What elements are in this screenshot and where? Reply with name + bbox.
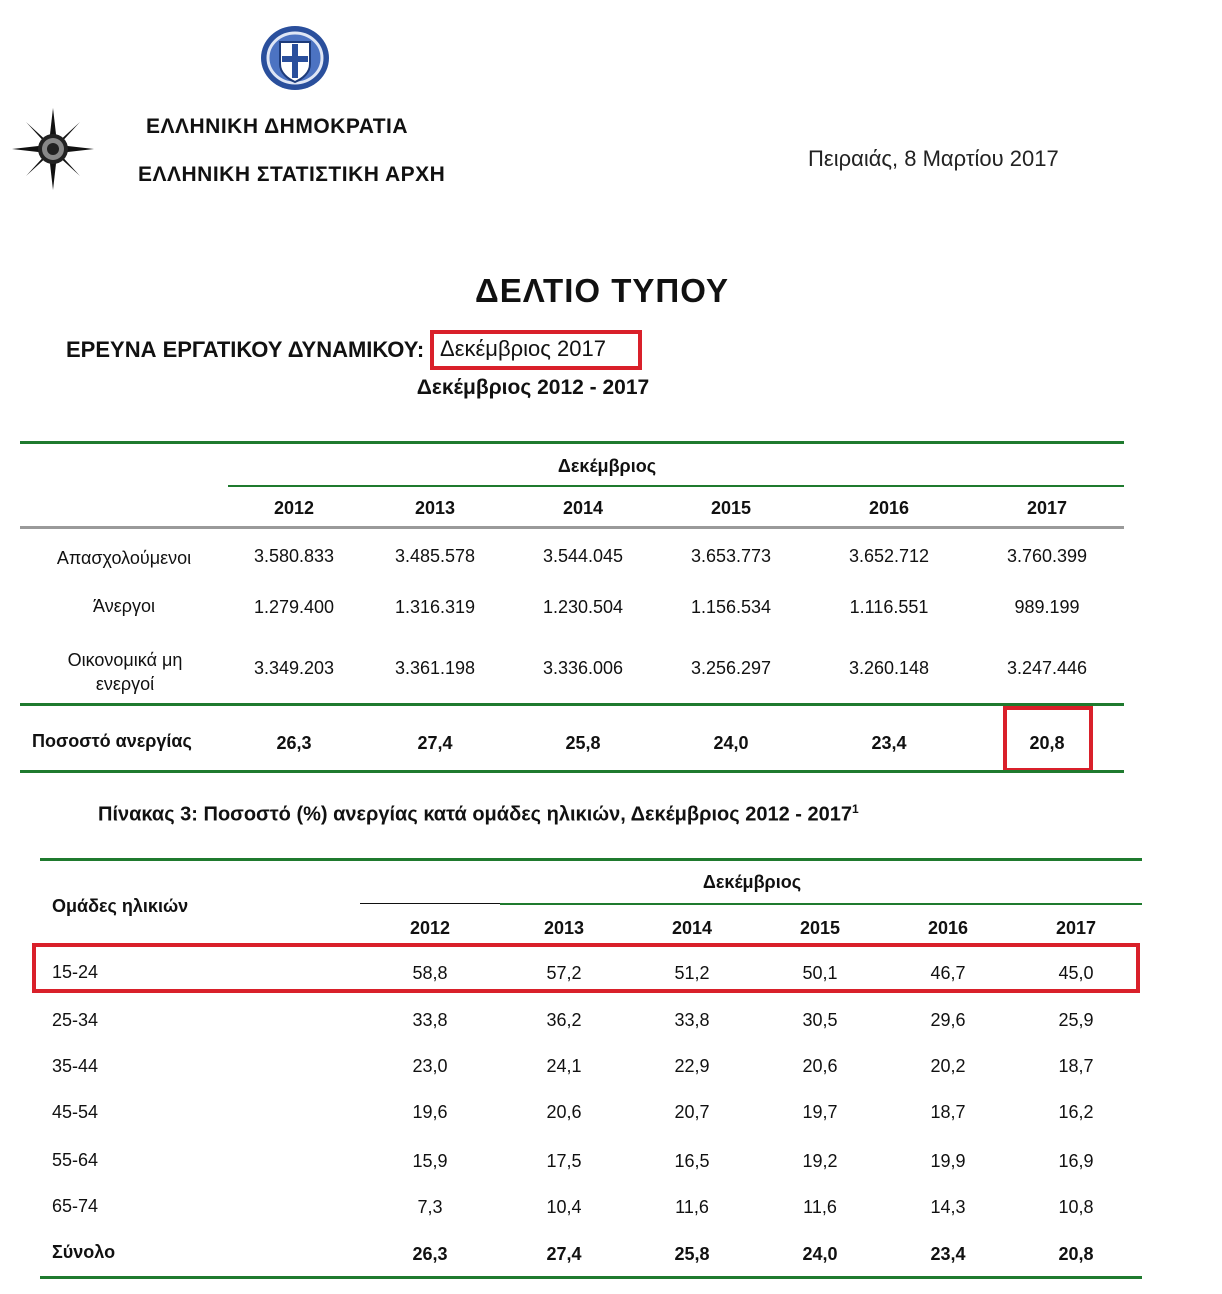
table-1-header-rule: [20, 526, 1124, 529]
table-cell: 27,4: [546, 1244, 582, 1264]
table-3-year: 2017: [1055, 918, 1097, 938]
table-1-year: 2017: [1026, 498, 1068, 518]
row-label: Οικονομικά μη ενεργοί: [67, 650, 183, 694]
table-cell: 29,6: [930, 1010, 966, 1030]
table-cell: 27,4: [417, 733, 453, 753]
table-3-group-header: Δεκέμβριος: [702, 872, 802, 892]
table-3-bottom-rule: [40, 1276, 1142, 1279]
table-3-caption: [98, 802, 859, 827]
table-1-group-header: Δεκέμβριος: [557, 456, 657, 476]
table-1-year: 2012: [273, 498, 315, 518]
row-label: 25-34: [52, 1010, 99, 1030]
table-cell: 3.653.773: [690, 546, 772, 566]
page-title: ΔΕΛΤΙΟ ΤΥΠΟΥ: [475, 272, 729, 309]
footnote-marker: 1: [851, 802, 859, 816]
row-label: 65-74: [52, 1196, 99, 1216]
table-3-group-rule-left: [360, 903, 500, 904]
table-cell: 16,2: [1058, 1102, 1094, 1122]
row-label: Ποσοστό ανεργίας: [32, 731, 192, 751]
survey-label: ΕΡΕΥΝΑ ΕΡΓΑΤΙΚΟΥ ΔΥΝΑΜΙΚΟΥ:: [66, 337, 425, 362]
row-label: 55-64: [52, 1150, 99, 1170]
table-cell: 3.580.833: [253, 546, 335, 566]
table-3-year: 2016: [927, 918, 969, 938]
table-cell: 3.361.198: [394, 658, 476, 678]
survey-range: Δεκέμβριος 2012 - 2017: [416, 376, 650, 399]
table-cell: 16,9: [1058, 1151, 1094, 1171]
row-label: 15-24: [52, 962, 99, 982]
table-cell: 24,0: [713, 733, 749, 753]
table-cell: 24,0: [802, 1244, 838, 1264]
table-1-rate-rule: [20, 703, 1124, 706]
org-name-republic: ΕΛΛΗΝΙΚΗ ΔΗΜΟΚΡΑΤΙΑ: [146, 115, 409, 138]
row-label: 45-54: [52, 1102, 99, 1122]
table-cell: 30,5: [802, 1010, 838, 1030]
table-cell: 22,9: [674, 1056, 710, 1076]
table-cell: 1.156.534: [690, 597, 772, 617]
elstat-compass-logo-icon: [12, 108, 94, 190]
age-groups-header: Ομάδες ηλικιών: [52, 896, 189, 916]
table-3-group-rule: [500, 903, 1142, 905]
table-cell: 11,6: [675, 1197, 709, 1217]
table-cell: 24,1: [546, 1056, 582, 1076]
table-cell: 20,8: [1029, 733, 1065, 753]
table-cell: 25,8: [565, 733, 601, 753]
table-cell: 7,3: [417, 1197, 443, 1217]
table-cell: 33,8: [674, 1010, 710, 1030]
table-cell: 3.485.578: [394, 546, 476, 566]
table-cell: 3.760.399: [1006, 546, 1088, 566]
table-cell: 23,4: [930, 1244, 966, 1264]
table-cell: 58,8: [412, 963, 448, 983]
table-cell: 10,4: [546, 1197, 582, 1217]
table-cell: 36,2: [546, 1010, 582, 1030]
table-cell: 26,3: [412, 1244, 448, 1264]
place-date: Πειραιάς, 8 Μαρτίου 2017: [808, 146, 1059, 171]
table-cell: 3.247.446: [1006, 658, 1088, 678]
table-3-caption-text: Πίνακας 3: Ποσοστό (%) ανεργίας κατά ομάδες ηλικιών, Δεκέμβριος 2012 - 2017: [98, 803, 852, 826]
row-label: Σύνολο: [52, 1242, 116, 1262]
table-cell: 20,2: [930, 1056, 966, 1076]
table-cell: 23,4: [871, 733, 907, 753]
table-cell: 50,1: [802, 963, 838, 983]
highlight-box-rate-2017: [1003, 706, 1093, 772]
row-label: Άνεργοι: [93, 596, 155, 616]
table-3-year: 2012: [409, 918, 451, 938]
table-1-year: 2014: [562, 498, 604, 518]
table-cell: 46,7: [930, 963, 966, 983]
table-cell: 3.652.712: [848, 546, 930, 566]
table-cell: 19,2: [802, 1151, 838, 1171]
table-cell: 1.230.504: [542, 597, 624, 617]
table-cell: 1.279.400: [253, 597, 335, 617]
table-cell: 3.260.148: [848, 658, 930, 678]
table-cell: 20,6: [802, 1056, 838, 1076]
table-cell: 18,7: [1058, 1056, 1094, 1076]
row-label: Απασχολούμενοι: [56, 548, 192, 568]
table-cell: 16,5: [674, 1151, 710, 1171]
table-cell: 15,9: [412, 1151, 448, 1171]
table-1-year: 2016: [868, 498, 910, 518]
table-cell: 3.349.203: [253, 658, 335, 678]
org-name-statistical-authority: ΕΛΛΗΝΙΚΗ ΣΤΑΤΙΣΤΙΚΗ ΑΡΧΗ: [138, 163, 446, 186]
table-3-top-rule: [40, 858, 1142, 861]
table-1-year: 2015: [710, 498, 752, 518]
table-cell: 20,7: [674, 1102, 710, 1122]
table-cell: 989.199: [1014, 597, 1080, 617]
table-cell: 26,3: [276, 733, 312, 753]
table-1-bottom-rule: [20, 770, 1124, 773]
table-cell: 25,9: [1058, 1010, 1094, 1030]
table-3-year: 2014: [671, 918, 713, 938]
table-cell: 23,0: [412, 1056, 448, 1076]
table-cell: 3.544.045: [542, 546, 624, 566]
table-cell: 19,7: [802, 1102, 838, 1122]
table-cell: 1.316.319: [394, 597, 476, 617]
table-cell: 33,8: [412, 1010, 448, 1030]
table-cell: 18,7: [930, 1102, 966, 1122]
table-cell: 17,5: [546, 1151, 582, 1171]
table-3-year: 2013: [543, 918, 585, 938]
table-1-top-rule: [20, 441, 1124, 444]
table-cell: 14,3: [930, 1197, 966, 1217]
table-cell: 10,8: [1058, 1197, 1094, 1217]
table-cell: 19,9: [930, 1151, 966, 1171]
table-cell: 3.336.006: [542, 658, 624, 678]
table-cell: 25,8: [674, 1244, 710, 1264]
table-cell: 51,2: [674, 963, 710, 983]
row-label: 35-44: [52, 1056, 99, 1076]
survey-month: Δεκέμβριος 2017: [440, 336, 606, 361]
table-1-year: 2013: [414, 498, 456, 518]
greek-emblem-icon: [258, 22, 332, 92]
table-cell: 3.256.297: [690, 658, 772, 678]
table-cell: 1.116.551: [849, 597, 929, 617]
table-1-group-rule: [228, 485, 1124, 487]
table-cell: 20,6: [546, 1102, 582, 1122]
table-cell: 45,0: [1058, 963, 1094, 983]
table-cell: 20,8: [1058, 1244, 1094, 1264]
table-cell: 19,6: [412, 1102, 448, 1122]
table-3-year: 2015: [799, 918, 841, 938]
table-cell: 57,2: [546, 963, 582, 983]
table-cell: 11,6: [803, 1197, 837, 1217]
